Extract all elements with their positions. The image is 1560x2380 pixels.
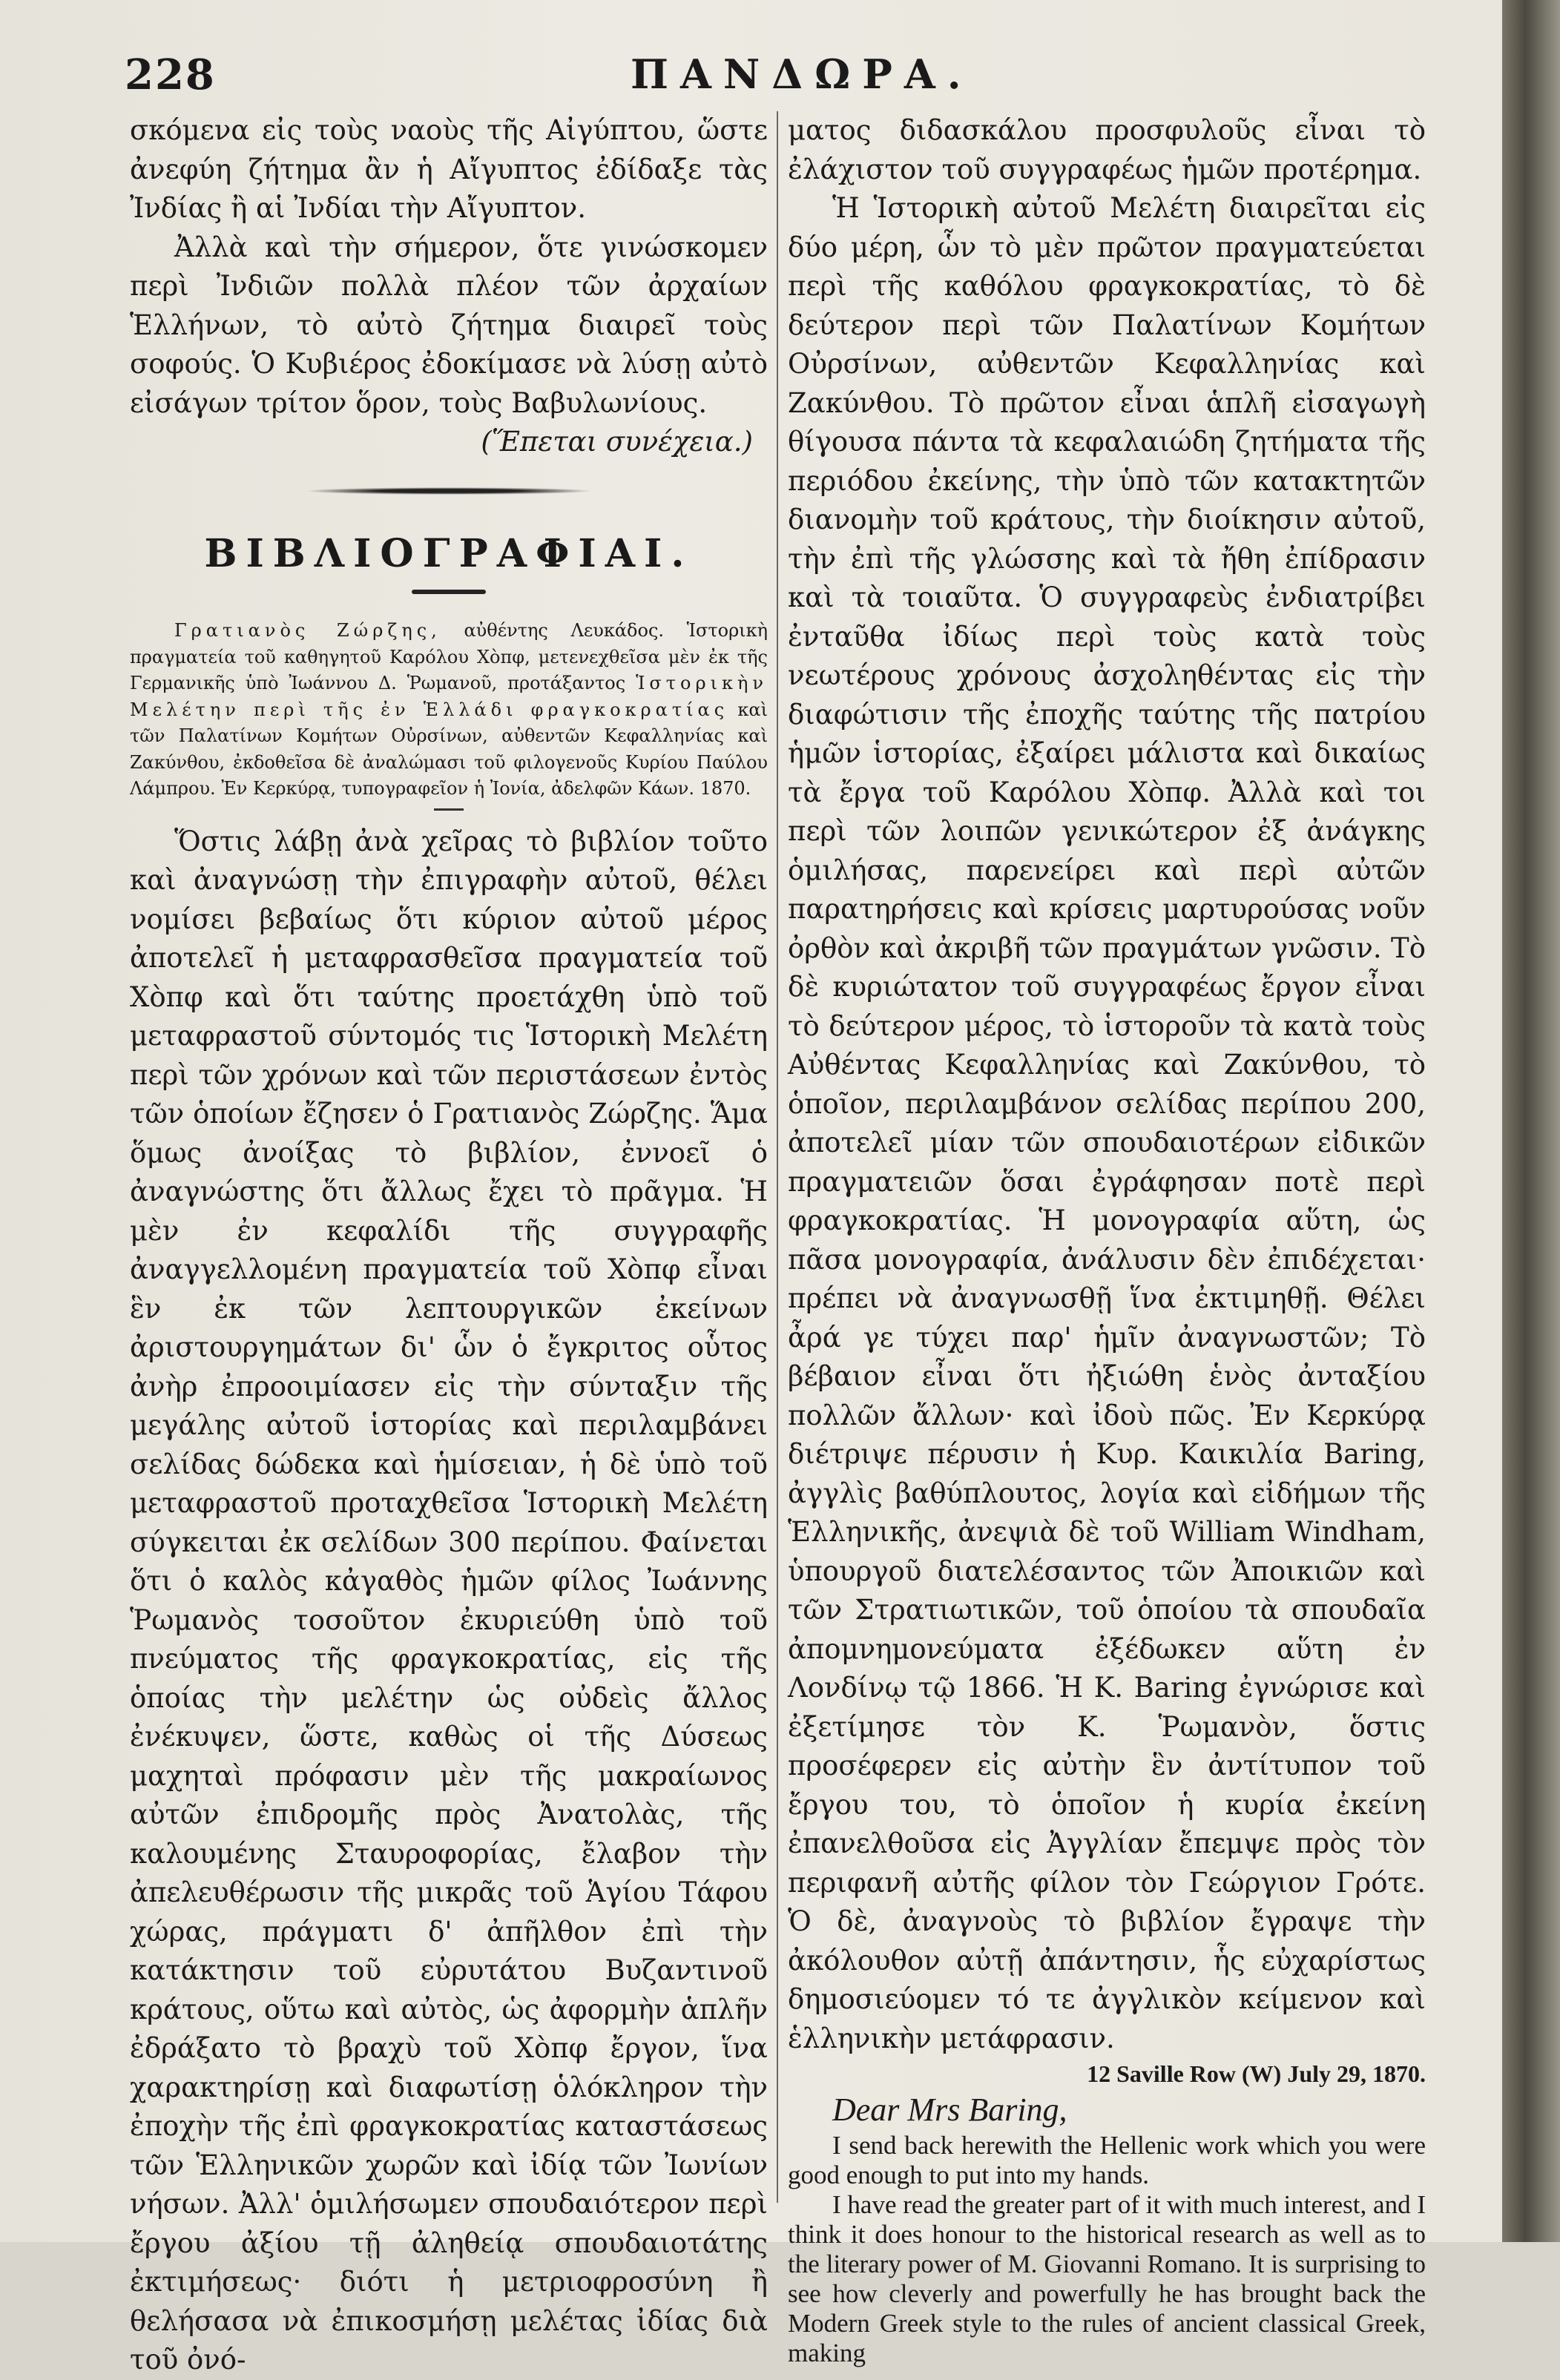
short-rule (434, 808, 464, 811)
review-paragraph: Ὅστις λάβῃ ἀνὰ χεῖρας τὸ βιβλίον τοῦτο καὶ ἀναγνώσῃ τὴν ἐπιγραφὴν αὐτοῦ, θέλει νομίσει βεβαίως ὅτι κύριον αὐτοῦ μέρος ἀποτελεῖ ἡ μεταφρασθεῖσα πραγματεία τοῦ Χὸπφ καὶ ὅτι ταύτης προετάχθη ὑπὸ τοῦ μεταφραστοῦ σύντομός τις Ἱστορικὴ Μελέτη περὶ τῶν χρόνων καὶ τῶν περιστάσεων ἐντὸς τῶν ὁποίων ἔζησεν ὁ Γρατιανὸς Ζώρζης. Ἅμα ὅμως ἀνοίξας τὸ βιβλίον, ἐννοεῖ ὁ ἀναγνώστης ὅτι ἄλλως ἔχει τὸ πρᾶγμα. Ἡ μὲν ἐν κεφαλίδι τῆς συγγραφῆς ἀναγγελλομένη πραγματεία τοῦ Χὸπφ εἶναι ἓν ἐκ τῶν λεπτουργικῶν ἐκείνων ἀριστουργημάτων δι' ὧν ὁ ἔγκριτος οὗτος ἀνὴρ ἐπροοιμίασεν εἰς τὴν σύνταξιν τῆς μεγάλης αὐτοῦ ἱστορίας καὶ περιλαμβάνει σελίδας δώδεκα καὶ ἡμίσειαν, ἡ δὲ ὑπὸ τοῦ μεταφραστοῦ προταχθεῖσα Ἱστορικὴ Μελέτη σύγκειται ἐκ σελίδων 300 περίπου. Φαίνεται ὅτι ὁ καλὸς κἀγαθὸς ἡμῶν φίλος Ἰωάννης Ῥωμανὸς τοσοῦτον ἐκυριεύθη ὑπὸ τοῦ πνεύματος τῆς φραγκοκρατίας, εἰς τῆς ὁποίας τὴν μελέτην ὡς οὐδεὶς ἄλλος ἐνέκυψεν, ὥστε, καθὼς οἱ τῆς Δύσεως μαχηταὶ πρόφασιν μὲν τῆς μακραίωνος αὐτῶν ἐπιδρομῆς πρὸς Ἀνατολὰς, τῆς καλουμένης Σταυροφορίας, ἔλαβον τὴν ἀπελευθέρωσιν τῆς μικρᾶς τοῦ Ἁγίου Τάφου χώρας, πράγματι δ' ἀπῆλθον ἐπὶ τὴν κατάκτησιν τοῦ εὐρυτάτου Βυζαντινοῦ κράτους, οὕτω καὶ αὐτὸς, ὡς ἀφορμὴν ἁπλῆν ἐδράξατο τὸ βραχὺ τοῦ Χὸπφ ἔργον, ἵνα χαρακτηρίσῃ καὶ διαφωτίσῃ ὁλόκληρον τὴν ἐποχὴν τῆς ἐπὶ φραγκοκρατίας καταστάσεως τῶν Ἑλληνικῶν χωρῶν καὶ ἰδίᾳ τῶν Ἰωνίων νήσων. Ἀλλ' ὁμιλήσωμεν σπουδαιότερον περὶ ἔργου ἀξίου τῇ ἀληθείᾳ σπουδαιοτάτης ἐκτιμήσεως· διότι ἡ μετριοφροσύνη ἢ θελήσασα νὰ ἐπικοσμήσῃ μελέτας ἰδίας διὰ τοῦ ὀνό- (130, 825, 768, 2376)
letter-dateline: 12 Saville Row (W) July 29, 1870. (1087, 2060, 1426, 2087)
running-title: ΠΑΝΔΩΡΑ. (631, 50, 973, 98)
continued-note: (Ἕπεται συνέχεια.) (481, 426, 753, 458)
continued-paragraph: σκόμενα εἰς τοὺς ναοὺς τῆς Αἰγύπτου, ὥστε ἀνεφύη ζήτημα ἂν ἡ Αἴγυπτος ἐδίδαξε τὰς Ἰνδίας ἢ αἱ Ἰνδίαι τὴν Αἴγυπτον. (130, 114, 768, 224)
column-divider (777, 111, 778, 2203)
continued-paragraph: ματος διδασκάλου προσφυλοῦς εἶναι τὸ ἐλάχιστον τοῦ συγγραφέως ἡμῶν προτέρημα. (788, 114, 1426, 185)
letter-paragraph: I send back herewith the Hellenic work which you were good enough to put into my hands. (788, 2131, 1426, 2189)
page-header (111, 50, 1417, 102)
biblio-text-1: αὐθέντης Λευκάδος. Ἱστορικὴ πραγματεία τοῦ καθηγητοῦ Καρόλου Χὸπφ, μετενεχθεῖσα μὲν ἐκ τῆς Γερμανικῆς ὑπὸ Ἰωάννου Δ. Ῥωμανοῦ, προτάξαντος (130, 620, 768, 693)
ornamental-rule (304, 487, 593, 495)
section-title: ΒΙΒΛΙΟΓΡΑΦΙΑΙ. (204, 530, 694, 576)
letter-salutation: Dear Mrs Baring, (832, 2091, 1067, 2128)
body-paragraph: Ἀλλὰ καὶ τὴν σήμερον, ὅτε γινώσκομεν περὶ Ἰνδιῶν πολλὰ πλέον τῶν ἀρχαίων Ἑλλήνων, τὸ αὐτὸ ζήτημα διαιρεῖ τοὺς σοφούς. Ὁ Κυβιέρος ἐδοκίμασε νὰ λύσῃ αὐτὸ εἰσάγων τρίτον ὅρον, τοὺς Βαβυλωνίους. (130, 231, 768, 419)
biblio-text-2: καὶ τῶν Παλατίνων Κομήτων Οὐρσίνων, αὐθεντῶν Κεφαλληνίας καὶ Ζακύνθου, ἐκδοθεῖσα δὲ ἀναλώμασι τοῦ φιλογενοῦς Κυρίου Παύλου Λάμπρου. Ἐν Κερκύρᾳ, τυπογραφεῖον ἡ Ἰονία, ἀδελφῶν Κάων. 1870. (130, 699, 768, 799)
body-paragraph: Ἡ Ἱστορικὴ αὐτοῦ Μελέτη διαιρεῖται εἰς δύο μέρη, ὧν τὸ μὲν πρῶτον πραγματεύεται περὶ τῆς καθόλου φραγκοκρατίας, τὸ δὲ δεύτερον περὶ τῶν Παλατίνων Κομήτων Οὐρσίνων, αὐθεντῶν Κεφαλληνίας καὶ Ζακύνθου. Τὸ πρῶτον εἶναι ἁπλῆ εἰσαγωγὴ θίγουσα πάντα τὰ κεφαλαιώδη ζητήματα τῆς περιόδου ἐκείνης, τὴν ὑπὸ τῶν κατακτητῶν διανομὴν τοῦ κράτους, τὴν διοίκησιν αὐτοῦ, τὴν ἐπὶ τῆς γλώσσης καὶ τὰ ἤθη ἐπίδρασιν καὶ τὰ τοιαῦτα. Ὁ συγγραφεὺς ἐνδιατρίβει ἐνταῦθα ἰδίως περὶ τοὺς κατὰ τοὺς νεωτέρους χρόνους ἀσχοληθέντας εἰς τὴν διαφώτισιν τῆς ἐποχῆς ταύτης τῆς πατρίου ἡμῶν ἱστορίας, ἐξαίρει μάλιστα καὶ δικαίως τὰ ἔργα τοῦ Καρόλου Χὸπφ. Ἀλλὰ καὶ τοι περὶ τῶν λοιπῶν γενικώτερον ἐξ ἀνάγκης ὁμιλήσας, παρενείρει καὶ περὶ αὐτῶν παρατηρήσεις καὶ κρίσεις μαρτυρούσας νοῦν ὀρθὸν καὶ ἀκριβῆ τῶν πραγμάτων γνῶσιν. Τὸ δὲ κυριώτατον τοῦ συγγραφέως ἔργον εἶναι τὸ δεύτερον μέρος, τὸ ἱστοροῦν τὰ κατὰ τοὺς Αὐθέντας Κεφαλληνίας καὶ Ζακύνθου, τὸ ὁποῖον, περιλαμβάνον σελίδας περίπου 200, ἀποτελεῖ μίαν τῶν σπουδαιοτέρων εἰδικῶν πραγματειῶν ὅσαι ἐγράφησαν ποτὲ περὶ φραγκοκρατίας. Ἡ μονογραφία αὕτη, ὡς πᾶσα μονογραφία, ἀνάλυσιν δὲν ἐπιδέχεται· πρέπει νὰ ἀναγνωσθῇ ἵνα ἐκτιμηθῇ. Θέλει ἆρά γε τύχει παρ' ἡμῖν ἀναγνωστῶν; Τὸ βέβαιον εἶναι ὅτι ἠξιώθη ἑνὸς ἀνταξίου πολλῶν ἄλλων· καὶ ἰδοὺ πῶς. Ἐν Κερκύρᾳ διέτριψε πέρυσιν ἡ Κυρ. Καικιλία Baring, ἀγγλὶς βαθύπλουτος, λογία καὶ εἰδήμων τῆς Ἑλληνικῆς, ἀνεψιὰ δὲ τοῦ William Windham, ὑπουργοῦ διατελέσαντος τῶν Ἀποικιῶν καὶ τῶν Στρατιωτικῶν, τοῦ ὁποίου τὰ σπουδαῖα ἀπομνημονεύματα ἐξέδωκεν αὕτη ἐν Λονδίνῳ τῷ 1866. Ἡ Κ. Baring ἐγνώρισε καὶ ἐξετίμησε τὸν Κ. Ῥωμανὸν, ὅστις προσέφερεν εἰς αὐτὴν ἓν ἀντίτυπον τοῦ ἔργου του, τὸ ὁποῖον ἡ κυρία ἐκείνη ἐπανελθοῦσα εἰς Ἀγγλίαν ἔπεμψε πρὸς τὸν περιφανῆ αὐτῆς φίλον τὸν Γεώργιον Γρότε. Ὁ δὲ, ἀναγνοὺς τὸ βιβλίον ἔγραψε τὴν ἀκόλουθον αὐτῇ ἀπάντησιν, ἧς εὐχαρίστως δημοσιεύομεν τό τε ἀγγλικὸν κείμενον καὶ ἑλληνικὴν μετάφρασιν. (788, 192, 1426, 2054)
title-rule (412, 590, 486, 594)
biblio-title-spaced: Ἱστορικὴν Μελέτην περὶ τῆς ἐν Ἑλλάδι φραγκοκρατίας (130, 673, 768, 720)
letter-paragraph: I have read the greater part of it with much interest, and I think it does honour to the historical research as well as to the literary power of M. Giovanni Romano. It is surprising to see how cleverly and powerfully he has brought back the Modern Greek style to the rules of ancient classical Greek, making (788, 2190, 1426, 2367)
book-spine-shadow (1502, 0, 1560, 2242)
biblio-author: Γρατιανὸς Ζώρζης, (174, 620, 441, 641)
bibliographic-entry (130, 618, 768, 802)
page-number: 228 (125, 50, 216, 99)
left-column (130, 111, 768, 2380)
right-column (788, 111, 1426, 2368)
